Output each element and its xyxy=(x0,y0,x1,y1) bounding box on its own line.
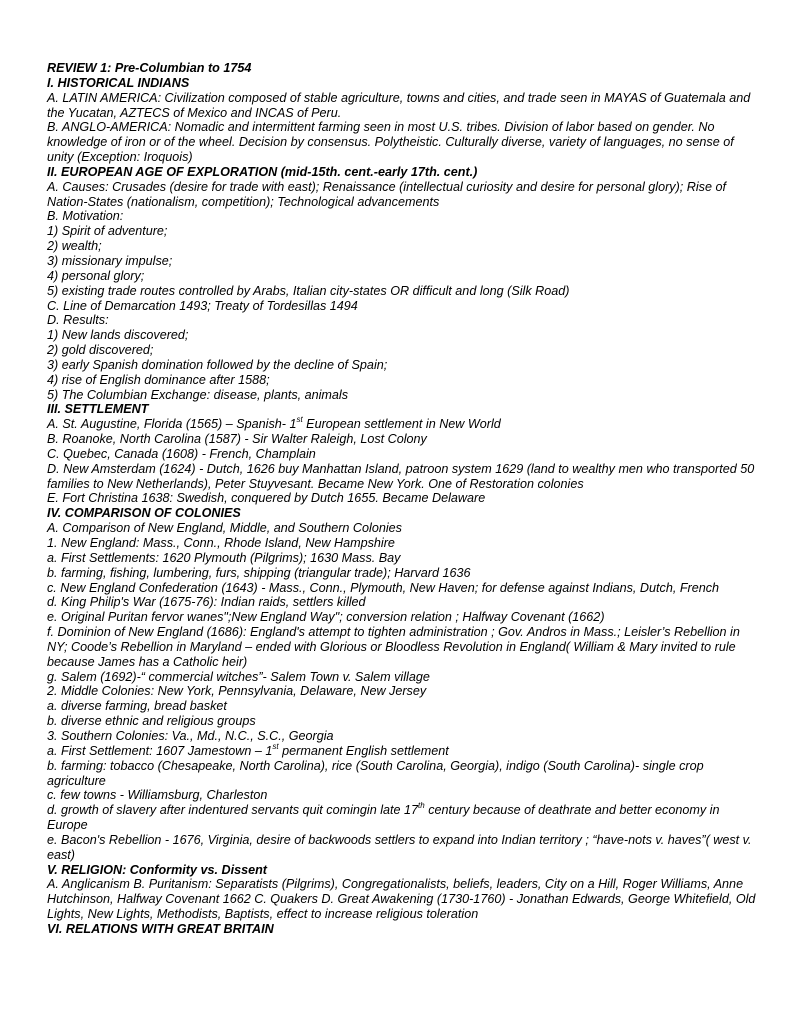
line-text: REVIEW 1: Pre-Columbian to 1754 xyxy=(47,61,252,75)
line-text: II. EUROPEAN AGE OF EXPLORATION (mid-15th. cent.-early 17th. cent.) xyxy=(47,164,478,179)
text-line xyxy=(47,581,761,596)
ordinal-superscript: st xyxy=(296,415,303,425)
line-text: I. HISTORICAL INDIANS xyxy=(47,75,190,90)
text-line xyxy=(47,91,761,121)
text-line xyxy=(47,462,761,492)
line-text: IV. COMPARISON OF COLONIES xyxy=(47,506,241,521)
line-text: e. Bacon's Rebellion - 1676, Virginia, desire of backwoods settlers to expand into Indian territory ; “have-nots v. haves”( west v. east) xyxy=(47,832,752,862)
section-heading xyxy=(47,402,761,417)
line-text: d. growth of slavery after indentured servants quit comingin late 17 xyxy=(47,803,419,818)
line-text: 1) New lands discovered; xyxy=(47,328,189,343)
line-text: b. farming: tobacco (Chesapeake, North Carolina), rice (South Carolina, Georgia), indigo (South Carolina)- single crop agriculture xyxy=(47,758,704,788)
document-body xyxy=(47,61,761,937)
text-line xyxy=(47,432,761,447)
text-line xyxy=(47,521,761,536)
section-heading xyxy=(47,76,761,91)
text-line xyxy=(47,877,761,922)
line-text: f. Dominion of New England (1686): England's attempt to tighten administration ; Gov. Andros in Mass.; Leisler’s Rebellion in NY; Coode’s Rebellion in Maryland – ended with Glorious or Bloodless Revolution in England( William & Mary invited to rule because James has a Catholic heir) xyxy=(47,625,740,669)
text-line xyxy=(47,254,761,269)
text-line xyxy=(47,417,761,432)
text-line xyxy=(47,610,761,625)
line-text: b. farming, fishing, lumbering, furs, shipping (triangular trade); Harvard 1636 xyxy=(47,565,471,580)
line-text: D. Results: xyxy=(47,313,109,328)
line-text: 2) wealth; xyxy=(47,239,102,254)
line-text: e. Original Puritan fervor wanes";New England Way"; conversion relation ; Halfway Covenant (1662) xyxy=(47,610,605,625)
line-text: A. Causes: Crusades (desire for trade with east); Renaissance (intellectual curiosity and desire for personal glory); Rise of Nation-States (nationalism, competition); Technological advancements xyxy=(47,179,726,209)
line-text: A. Anglicanism B. Puritanism: Separatists (Pilgrims), Congregationalists, beliefs, leaders, City on a Hill, Roger Williams, Anne Hutchinson, Halfway Covenant 1662 C. Quakers D. Great Awakening (1730-1760) - Jonathan Edwards, George Whitefield, Old Lights, New Lights, Methodists, Baptists, effect to increase religious toleration xyxy=(47,877,756,922)
text-line xyxy=(47,373,761,388)
text-line xyxy=(47,224,761,239)
line-text: V. RELIGION: Conformity vs. Dissent xyxy=(47,862,267,877)
line-text: D. New Amsterdam (1624) - Dutch, 1626 buy Manhattan Island, patroon system 1629 (land to wealthy men who transported 50 families to New Netherlands), Peter Stuyvesant. Became New York. One of Restoration colonies xyxy=(47,461,755,491)
line-text-continued: permanent English settlement xyxy=(278,743,449,758)
line-text-continued: century because of deathrate and better economy in Europe xyxy=(47,803,720,833)
text-line xyxy=(47,299,761,314)
section-heading xyxy=(47,506,761,521)
text-line xyxy=(47,699,761,714)
line-text: b. diverse ethnic and religious groups xyxy=(47,714,256,729)
text-line xyxy=(47,328,761,343)
line-text: 4) rise of English dominance after 1588; xyxy=(47,372,270,387)
text-line xyxy=(47,714,761,729)
line-text: 2. Middle Colonies: New York, Pennsylvania, Delaware, New Jersey xyxy=(47,684,427,699)
section-heading xyxy=(47,61,761,76)
text-line xyxy=(47,759,761,789)
line-text: 3) missionary impulse; xyxy=(47,253,173,268)
text-line xyxy=(47,284,761,299)
line-text: A. St. Augustine, Florida (1565) – Spanish- 1 xyxy=(47,417,297,432)
section-heading xyxy=(47,863,761,878)
text-line xyxy=(47,566,761,581)
line-text: 3. Southern Colonies: Va., Md., N.C., S.C., Georgia xyxy=(47,728,334,743)
text-line xyxy=(47,788,761,803)
line-text: B. Motivation: xyxy=(47,209,124,224)
line-text: a. First Settlements: 1620 Plymouth (Pilgrims); 1630 Mass. Bay xyxy=(47,550,401,565)
section-heading xyxy=(47,165,761,180)
text-line xyxy=(47,358,761,373)
line-text: 5) The Columbian Exchange: disease, plants, animals xyxy=(47,387,349,402)
text-line xyxy=(47,447,761,462)
text-line xyxy=(47,551,761,566)
line-text: 2) gold discovered; xyxy=(47,343,154,358)
line-text: C. Quebec, Canada (1608) - French, Champlain xyxy=(47,446,316,461)
line-text: c. few towns - Williamsburg, Charleston xyxy=(47,788,268,803)
text-line xyxy=(47,741,761,759)
line-text: III. SETTLEMENT xyxy=(47,402,149,417)
ordinal-superscript: st xyxy=(272,741,279,751)
line-text: g. Salem (1692)-“ commercial witches”- Salem Town v. Salem village xyxy=(47,669,430,684)
text-line xyxy=(47,313,761,328)
text-line xyxy=(47,803,761,833)
ordinal-superscript: th xyxy=(418,801,425,810)
line-text: A. Comparison of New England, Middle, and Southern Colonies xyxy=(47,521,402,536)
line-text: B. Roanoke, North Carolina (1587) - Sir Walter Raleigh, Lost Colony xyxy=(47,432,427,447)
text-line xyxy=(47,343,761,358)
line-text: c. New England Confederation (1643) - Mass., Conn., Plymouth, New Haven; for defense against Indians, Dutch, French xyxy=(47,580,720,595)
line-text: E. Fort Christina 1638: Swedish, conquered by Dutch 1655. Became Delaware xyxy=(47,491,486,506)
line-text: 1) Spirit of adventure; xyxy=(47,224,168,239)
text-line xyxy=(47,595,761,610)
section-heading xyxy=(47,922,761,937)
line-text: VI. RELATIONS WITH GREAT BRITAIN xyxy=(47,921,274,936)
line-text: a. diverse farming, bread basket xyxy=(47,699,227,714)
line-text: a. First Settlement: 1607 Jamestown – 1 xyxy=(47,743,273,758)
line-text: C. Line of Demarcation 1493; Treaty of Tordesillas 1494 xyxy=(47,298,358,313)
line-text-continued: European settlement in New World xyxy=(302,417,501,432)
text-line xyxy=(47,239,761,254)
line-text: 3) early Spanish domination followed by the decline of Spain; xyxy=(47,357,388,372)
line-text: A. LATIN AMERICA: Civilization composed of stable agriculture, towns and cities, and trade seen in MAYAS of Guatemala and the Yucatan, AZTECS of Mexico and INCAS of Peru. xyxy=(47,90,751,120)
text-line xyxy=(47,269,761,284)
line-text: 1. New England: Mass., Conn., Rhode Island, New Hampshire xyxy=(47,536,395,550)
text-line xyxy=(47,491,761,506)
text-line xyxy=(47,684,761,699)
line-text: d. King Philip's War (1675-76): Indian raids, settlers killed xyxy=(47,595,366,610)
line-text: B. ANGLO-AMERICA: Nomadic and intermittent farming seen in most U.S. tribes. Division of labor based on gender. No knowledge of iron or of the wheel. Decision by consensus. Polytheistic. Culturally diverse, variety of languages, no sense of unity (Exception: Iroquois) xyxy=(47,120,734,165)
text-line xyxy=(47,180,761,210)
line-text: 5) existing trade routes controlled by Arabs, Italian city-states OR difficult and long (Silk Road) xyxy=(47,283,570,298)
text-line xyxy=(47,120,761,165)
text-line xyxy=(47,670,761,685)
line-text: 4) personal glory; xyxy=(47,268,145,283)
text-line xyxy=(47,625,761,670)
text-line xyxy=(47,388,761,403)
text-line xyxy=(47,536,761,551)
text-line xyxy=(47,729,761,744)
text-line xyxy=(47,209,761,224)
text-line xyxy=(47,833,761,863)
